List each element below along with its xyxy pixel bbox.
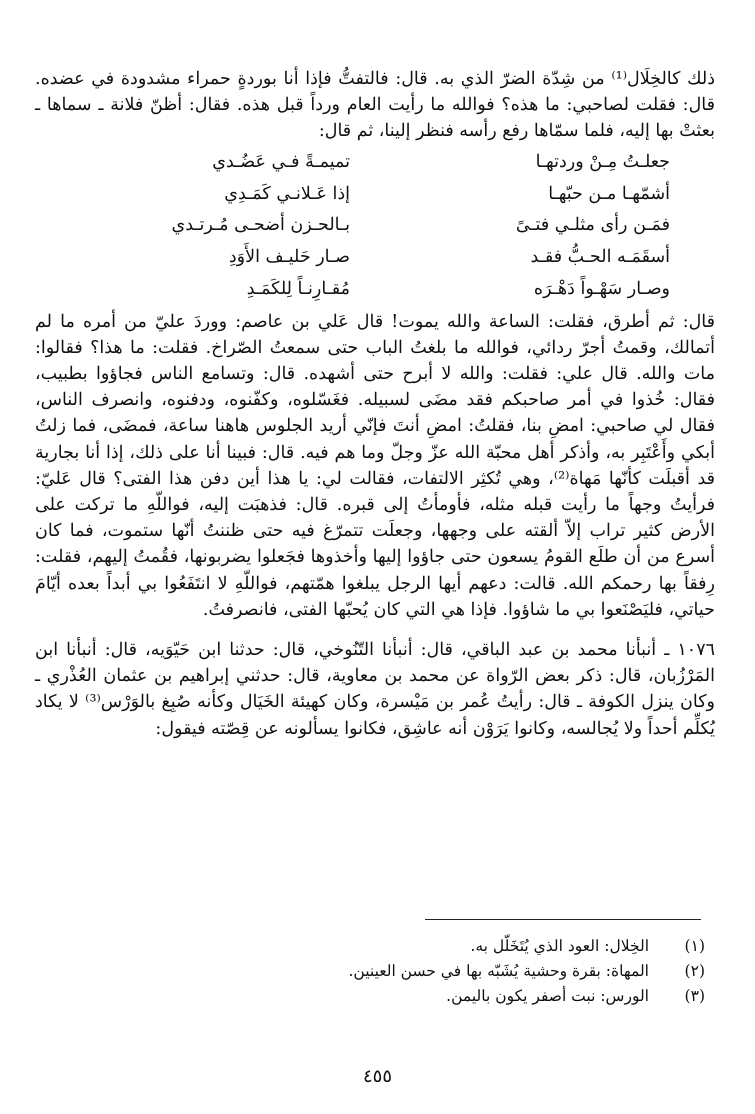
poem-verse: [35, 273, 715, 305]
poem-verse: [35, 147, 715, 179]
footnote-text: الخِلال: العود الذي يُتَخَلّل به.: [470, 937, 649, 955]
footnote: [85, 934, 705, 959]
verse-second-hemistich: إذا عَـلانـي كَمَـدِي: [224, 183, 350, 204]
poem: [35, 147, 715, 305]
verse-first-hemistich: أسقَمَـه الحـبُّ فقـد: [530, 247, 670, 268]
footnote-number: (٣): [684, 987, 705, 1005]
poem-verse: [35, 210, 715, 242]
footnote-number: (١): [684, 937, 705, 955]
footnote: [85, 984, 705, 1009]
page-number: ٤٥٥: [362, 1066, 392, 1087]
verse-second-hemistich: صـار حَليـف الأَوَدِ: [228, 247, 350, 268]
paragraph-2: قال: ثم أطرق، فقلت: الساعة والله يموت! قال عَلي بن عاصم: ووردَ عليّ من أمره ما لم أتمالك، وقمتُ أجرّ ردائي، فوالله ما بلغتُ الباب حتى سمعتُ الصّراخ. فقلت: ما هذا؟ فقالوا: مات والله. قال علي: فقلت: والله لا أبرح حتى أشهده. قال: وتسامع الناس فجاؤوا بطبيب، فقال: خُذوا في أمر صاحبكم فقد مضَى لسبيله. فغَسّلوه، وكفّنوه، ودفنوه، وانصرف الناس، فقال لي صاحبي: امضِ بنا، فقلتُ: امضِ أنتَ فإنّي أريد الجلوس هاهنا ساعة، فمضَى، فما زلتُ أبكي وأَعْتَبِر به، وأذكر أهل محبّة الله عزّ وجلّ وما هم فيه. قال: فبينا أنا على ذلك، إذا أنا بجارية قد أقبلَت كأنّها مَهاة⁽²⁾، وهي تُكثِر الالتفات، فقالت لي: يا هذا أين دفن هذا الفتى؟ قال عَليّ: فرأيتُ وجهاً ما رأيت قبله مثله، فأومأتُ إلى قبره. قال: فذهبَت إليه، فواللّهِ ما تركت على الأرض كثير تراب إلاّ ألقته على وجهها، وجعلَت تتمرّغ فيه حتى ظننتُ أنّها ستموت، فما كان أسرع من أن طلَع القومُ يسعون حتى جاؤوا إليها وأخذوها فجَعلوا يضربونها، فقُمتُ إليهم، فقلت: رِفقاً بها رحمكم الله. قالت: دعهم أيها الرجل يبلغوا همّتهم، فواللّهِ لا انتَفَعُوا بي أبداً بعده أيّامَ حياتي، فليَصْنَعوا بي ما شاؤوا. فإذا هي التي كان يُحبّها الفتى، فانصرفتُ.: [35, 311, 716, 620]
paragraph-3-hadith-1076: ١٠٧٦ ـ أنبأنا محمد بن عبد الباقي، قال: أنبأنا التّنُوخي، قال: حدثنا ابن حَيّوَيه، قال: أنبأنا ابن المَرْزُبان، قال: ذكر بعض الرّواة عن محمد بن معاوية، قال: حدثني إبراهيم بن عثمان العُذْري ـ وكان ينزل الكوفة ـ قال: رأيتُ عُمر بن مَيْسرة، وكان كهيئة الخَيَال وكأنه صُبِغ بالوَرْس⁽³⁾ لا يكاد يُكلِّم أحداً ولا يُجالسه، وكانوا يَرَوْن أنه عاشِق، فكانوا يسألونه عن قِصّته فيقول:: [35, 640, 715, 739]
poem-verse: [35, 178, 715, 210]
verse-first-hemistich: وصـار سَهْـواً دَهْـرَه: [533, 278, 670, 299]
main-text: [35, 66, 715, 742]
verse-first-hemistich: أشمّهـا مـن حبّهـا: [548, 183, 670, 204]
poem-verse: [35, 241, 715, 273]
verse-first-hemistich: جعلـتُ مِـنْ وردتهـا: [535, 152, 670, 173]
verse-second-hemistich: مُقـارِنـاً لِلكَمَـدِ: [246, 278, 350, 299]
footnote: [85, 959, 705, 984]
footnotes: [85, 934, 705, 1009]
footnote-text: الورس: نبت أصفر يكون باليمن.: [446, 987, 649, 1005]
verse-second-hemistich: بـالحـزن أضحـى مُـرتـدي: [171, 215, 350, 236]
footnote-separator: [425, 919, 701, 920]
footnote-number: (٢): [684, 962, 705, 980]
paragraph-1: ذلك كالخِلَال⁽¹⁾ من شِدّة الضرّ الذي به. قال: فالتفتُّ فإذا أنا بوردةٍ حمراء مشدودة في عضده. قال: فقلت لصاحبي: ما هذه؟ فوالله ما رأيت العام ورداً قبل هذه. فقال: أظنّ فلانة ـ سماها ـ بعثتْ بها إليه، فلما سمّاها رفع رأسه فنظر إلينا، ثم قال:: [35, 69, 715, 142]
verse-first-hemistich: فمَـن رأى مثلـي فتـىً: [515, 215, 670, 236]
verse-second-hemistich: تميمـةً فـي عَضُـدي: [212, 152, 350, 173]
footnote-text: المهاة: بقرة وحشية يُشَبّه بها في حسن العينين.: [348, 962, 649, 980]
